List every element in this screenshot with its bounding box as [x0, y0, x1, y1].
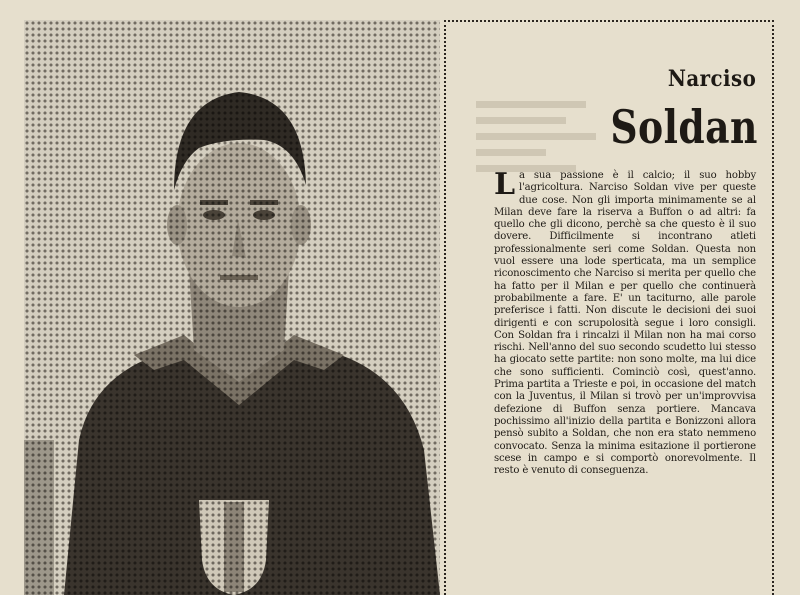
player-photo: [24, 20, 440, 595]
article-column: [444, 20, 774, 595]
article-body: [494, 167, 756, 477]
article-body-text: a sua passione è il calcio; il suo hobby l'agricoltura. Narciso Soldan vive per queste due cose. Non gli importa minimamente se al Milan deve fare la riserva a Buffon o ad altri: fa quello che gli dicono, perchè sa che questo è il suo dovere. Difficilmente si incontrano atleti professionalmente seri come Soldan. Questa non vuol essere una lode sperticata, ma un semplice riconoscimento che Narciso si merita per quello che ha fatto per il Milan e per quello che continuerà probabilmente a fare. E' un taciturno, alle parole preferisce i fatti. Non discute le decisioni dei suoi dirigenti e con scrupolosità segue i loro consigli. Con Soldan fra i rincalzi il Milan non ha mai corso rischi. Nell'anno del suo secondo scudetto lui stesso ha giocato sette partite: non sono molte, ma lui dice che sono sufficienti. Cominciò così, quest'anno. Prima partita a Trieste e poi, in occasione del match con la Juventus, il Milan si trovò per un'improvvisa defezione di Buffon senza portiere. Mancava pochissimo all'inizio della partita e Bonizzoni allora pensò subito a Soldan, che non era stato nemmeno convocato. Senza la minima esitazione il portierone scese in campo e si comportò onorevolmente. Il resto è venuto di conseguenza.: [494, 170, 756, 477]
drop-cap: L: [494, 167, 515, 202]
first-name-heading: Narciso: [667, 66, 756, 92]
last-name-heading: Soldan: [610, 100, 758, 154]
player-portrait: [24, 20, 440, 595]
